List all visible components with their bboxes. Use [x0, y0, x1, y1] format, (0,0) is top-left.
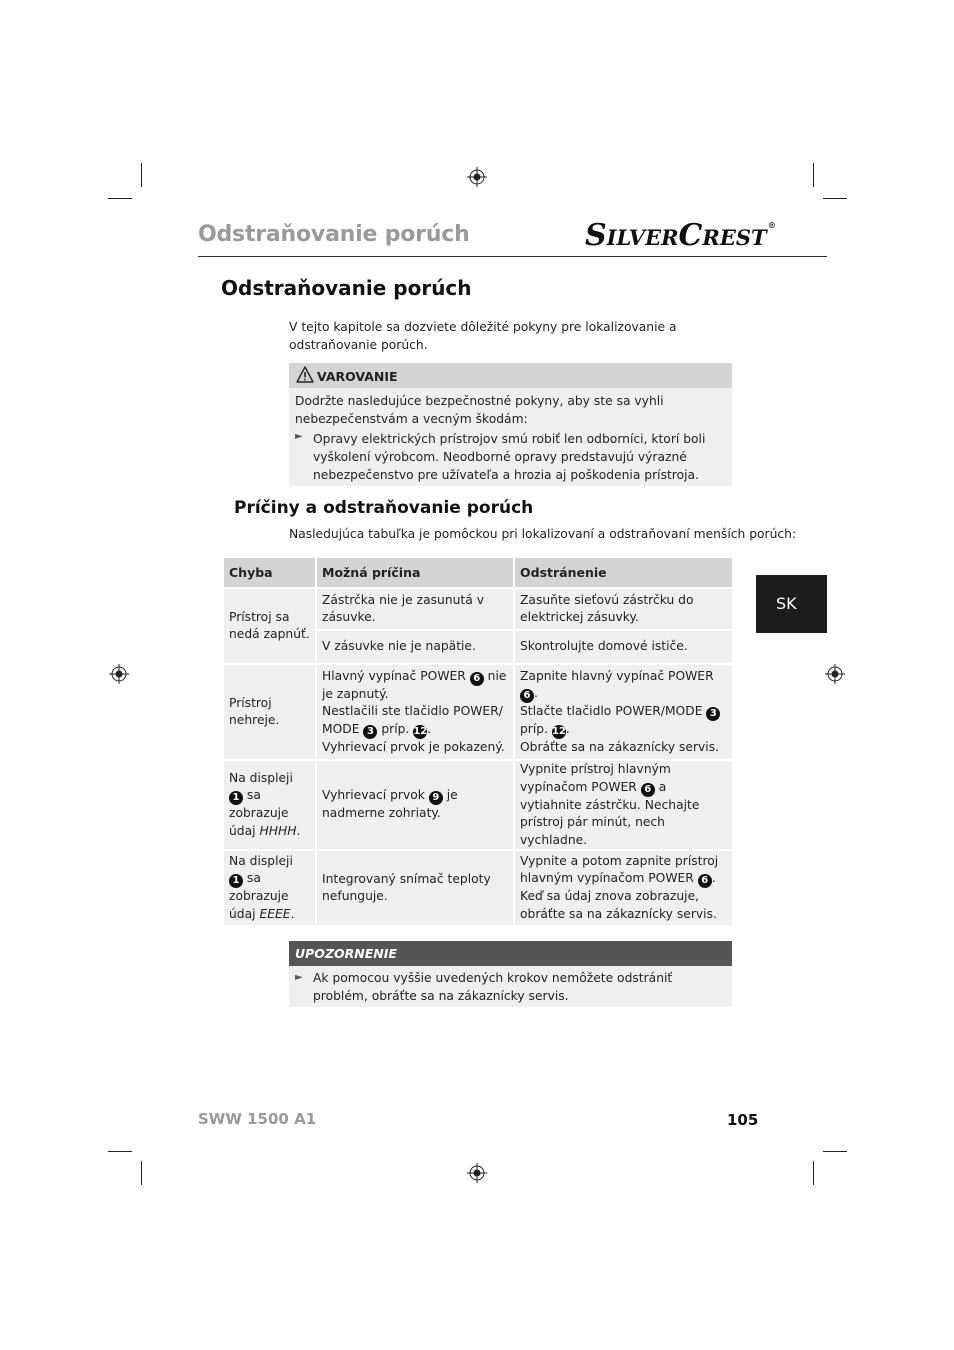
number-badge: 6	[698, 874, 712, 888]
table-row	[223, 760, 733, 850]
number-badge: 3	[363, 725, 377, 739]
note-title: UPOZORNENIE	[295, 946, 397, 961]
fix-cell: Vypnite prístroj hlavným vypínačom POWER 6 a vytiahnite zástrčku. Nechajte prístroj pár minút, nech vychladne.	[514, 760, 733, 850]
error-cell: Prístroj sa nedá zapnúť.	[223, 588, 316, 664]
logo-crest: CREST	[678, 218, 767, 253]
number-badge: 12	[551, 726, 566, 737]
registration-mark-icon	[109, 664, 129, 684]
cause-cell: Vyhrievací prvok 9 je nadmerne zohriaty.	[316, 760, 514, 850]
fix-cell: Skontrolujte domové ističe.	[514, 630, 733, 664]
warning-triangle-icon	[296, 366, 314, 383]
language-tab-sk: SK	[756, 575, 827, 633]
warning-title: VAROVANIE	[317, 369, 398, 384]
logo-silver: SILVER	[585, 218, 679, 253]
bullet-arrow-icon: ►	[295, 972, 303, 983]
note-bullet: Ak pomocou vyššie uvedených krokov nemôžete odstrániť problém, obráťte sa na zákaznícky servis.	[313, 971, 673, 1003]
fix-cell: Vypnite a potom zapnite prístroj hlavným vypínačom POWER 6 . Keď sa údaj znova zobrazuje, obráťte sa na zákaznícky servis.	[514, 850, 733, 926]
silvercrest-logo	[585, 218, 776, 253]
warning-bullet: Opravy elektrických prístrojov smú robiť len odborníci, ktorí boli vyškolení výrobcom. Neodborné opravy predstavujú výrazné nebezpečenstvo pre užívateľa a hrozia aj poškodenia prístroja.	[313, 432, 706, 482]
cause-cell: Zástrčka nie je zasunutá v zásuvke.	[316, 588, 514, 630]
note-box	[289, 941, 732, 1007]
error-cell: Prístroj nehreje.	[223, 664, 316, 760]
page-number: 105	[727, 1111, 759, 1129]
crop-mark	[141, 1161, 142, 1185]
running-header-title: Odstraňovanie porúch	[198, 222, 470, 247]
crop-mark	[108, 1151, 132, 1152]
warning-box	[289, 363, 732, 486]
column-header: Chyba	[223, 557, 316, 588]
registration-mark-icon	[825, 664, 845, 684]
logo-registered: ®	[767, 220, 776, 230]
column-header: Odstránenie	[514, 557, 733, 588]
fix-cell: Zapnite hlavný vypínač POWER 6 . Stlačte tlačidlo POWER/MODE 3 príp. 12. Obráťte sa na zákaznícky servis.	[514, 664, 733, 760]
section-title: Odstraňovanie porúch	[221, 276, 472, 300]
crop-mark	[813, 163, 814, 187]
crop-mark	[823, 198, 847, 199]
subsection-title: Príčiny a odstraňovanie porúch	[234, 498, 534, 518]
warning-text: Dodržte nasledujúce bezpečnostné pokyny, aby ste sa vyhli nebezpečenstvám a vecným škodám:	[295, 394, 664, 426]
note-header	[289, 941, 732, 966]
bullet-arrow-icon: ►	[295, 431, 303, 442]
registration-mark-icon	[467, 1163, 487, 1183]
cause-cell: V zásuvke nie je napätie.	[316, 630, 514, 664]
crop-mark	[823, 1151, 847, 1152]
cause-cell: Integrovaný snímač teploty nefunguje.	[316, 850, 514, 926]
crop-mark	[813, 1161, 814, 1185]
column-header: Možná príčina	[316, 557, 514, 588]
table-row	[223, 664, 733, 760]
table-row	[223, 588, 733, 630]
number-badge: 6	[520, 689, 534, 703]
section-intro: V tejto kapitole sa dozviete dôležité pokyny pre lokalizovanie a odstraňovanie porúch.	[289, 320, 677, 352]
footer-model: SWW 1500 A1	[198, 1110, 317, 1128]
troubleshooting-table	[222, 556, 734, 927]
number-badge: 1	[229, 874, 243, 888]
error-cell: Na displeji 1 sa zobrazuje údaj HHHH.	[223, 760, 316, 850]
fix-cell: Zasuňte sieťovú zástrčku do elektrickej zásuvky.	[514, 588, 733, 630]
number-badge: 3	[706, 707, 720, 721]
cause-cell: Hlavný vypínač POWER 6 nie je zapnutý. Nestlačili ste tlačidlo POWER/ MODE 3 príp. 12. Vyhrievací prvok je pokazený.	[316, 664, 514, 760]
number-badge: 12	[413, 725, 428, 737]
header-rule	[198, 256, 827, 257]
crop-mark	[108, 198, 132, 199]
table-row	[223, 850, 733, 926]
warning-header	[289, 363, 732, 388]
number-badge: 6	[641, 783, 655, 797]
subsection-intro: Nasledujúca tabuľka je pomôckou pri lokalizovaní a odstraňovaní menších porúch:	[289, 527, 797, 541]
table-header-row	[223, 557, 733, 588]
number-badge: 1	[229, 791, 243, 805]
number-badge: 6	[470, 672, 484, 686]
error-cell: Na displeji 1 sa zobrazuje údaj EEEE.	[223, 850, 316, 926]
registration-mark-icon	[467, 167, 487, 187]
crop-mark	[141, 163, 142, 187]
number-badge: 9	[429, 791, 443, 805]
